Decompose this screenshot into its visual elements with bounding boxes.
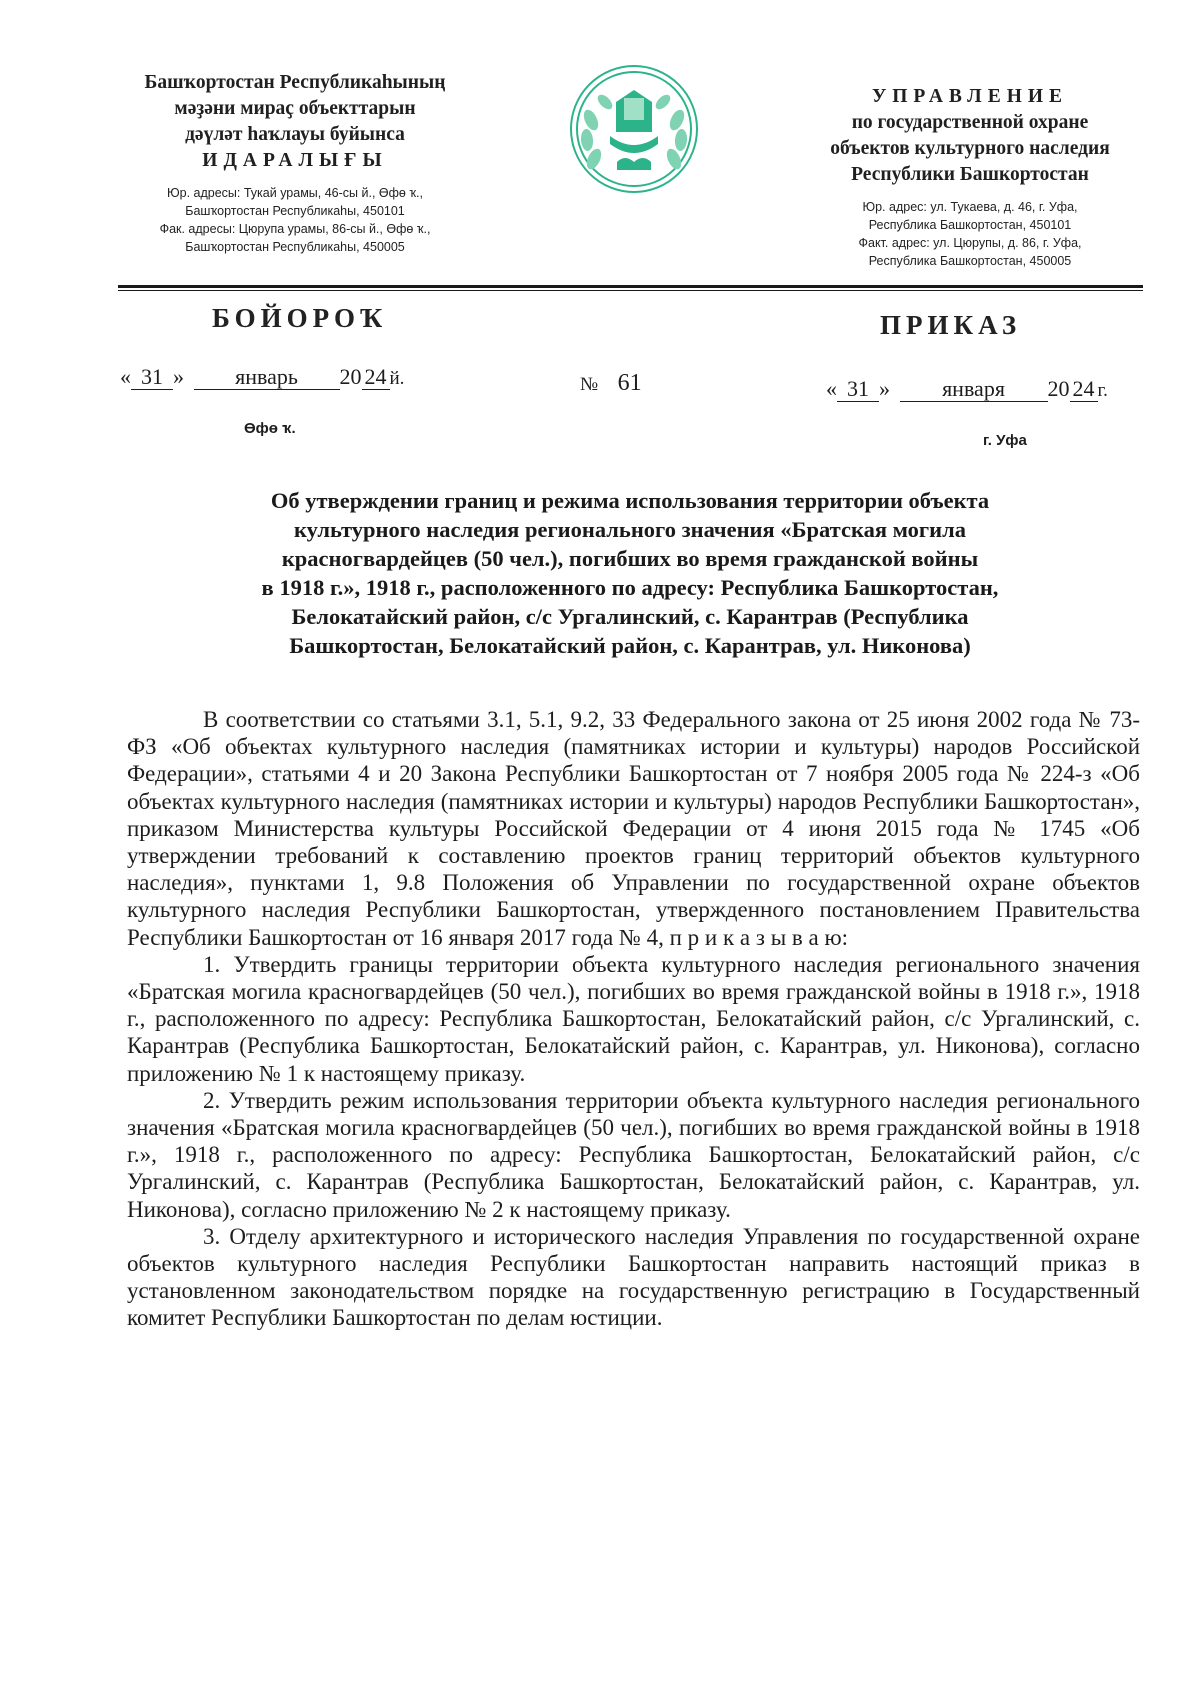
header-left-address-line-2: Башҡортостан Республикаһы, 450101 <box>185 204 405 218</box>
header-left-address-line-1: Юр. адресы: Тукай урамы, 46-сы й., Өфө ҡ., <box>167 186 423 200</box>
bashkortostan-emblem-icon <box>567 62 701 196</box>
header-right-address-line-3: Факт. адрес: ул. Цюрупы, д. 86, г. Уфа, <box>858 236 1082 250</box>
header-right-line-4: Республики Башкортостан <box>851 164 1089 185</box>
date-bashkir-year-suffix: 24 <box>362 365 390 390</box>
header-left-block <box>110 70 480 256</box>
date-russian-month: января <box>900 377 1048 402</box>
header-right-line-1: УПРАВЛЕНИЕ <box>871 86 1069 107</box>
header-left-line-3: дәүләт һаҡлауы буйынса <box>185 124 405 145</box>
order-number <box>580 370 642 397</box>
header-right-address-line-4: Республика Башкортостан, 450005 <box>868 254 1072 268</box>
title-line-2: культурного наследия регионального значения «Братская могила <box>294 517 966 542</box>
date-bashkir-day: 31 <box>131 365 173 390</box>
header-left-address-line-3: Фак. адресы: Цюрупа урамы, 86-сы й., Өфө ҡ., <box>159 222 431 236</box>
date-russian-close-quote: » <box>879 376 890 401</box>
title-line-6: Башкортостан, Белокатайский район, с. Карантрав, ул. Никонова) <box>289 633 971 658</box>
date-russian-day: 31 <box>837 377 879 402</box>
header-divider-thick <box>118 285 1143 288</box>
date-bashkir-open-quote: « <box>120 364 131 389</box>
order-item-3: 3. Отделу архитектурного и исторического наследия Управления по государственной охране объектов культурного наследия Республики Башкортостан направить настоящий приказ в установленном законодательством порядке на государственную регистрацию в Государственный комитет Республики Башкортостан по делам юстиции. <box>127 1223 1140 1331</box>
date-russian-year-suffix: 24 <box>1070 377 1098 402</box>
date-bashkir-close-quote: » <box>173 364 184 389</box>
date-russian-unit: г. <box>1097 380 1108 401</box>
header-left-line-1: Башҡортостан Республикаһының <box>144 72 446 93</box>
preamble-paragraph: В соответствии со статьями 3.1, 5.1, 9.2, 33 Федерального закона от 25 июня 2002 года № 73-ФЗ «Об объектах культурного наследия (памятниках истории и культуры) народов Российской Федерации», статьями 4 и 20 Закона Республики Башкортостан от 7 ноября 2005 года № 224-з «Об объектах культурного наследия (памятниках истории и культуры) народов Республики Башкортостан», приказом Министерства культуры Российской Федерации от 4 июня 2015 года № 1745 «Об утверждении требований к составлению проектов границ территорий объектов культурного наследия», пунктами 1, 9.8 Положения об Управлении по государственной охране объектов культурного наследия Республики Башкортостан, утвержденного постановлением Правительства Республики Башкортостан от 16 января 2017 года № 4, п р и к а з ы в а ю: <box>127 707 1140 950</box>
title-line-4: в 1918 г.», 1918 г., расположенного по адресу: Республика Башкортостан, <box>261 575 999 600</box>
date-russian-year-prefix: 20 <box>1047 376 1070 401</box>
date-russian <box>826 376 1108 402</box>
place-bashkir: Өфө ҡ. <box>244 420 296 437</box>
header-right-address-line-2: Республика Башкортостан, 450101 <box>868 218 1072 232</box>
date-bashkir-unit: й. <box>389 368 405 389</box>
order-item-2: 2. Утвердить режим использования территории объекта культурного наследия регионального значения «Братская могила красногвардейцев (50 чел.), погибших во время гражданской войны в 1918 г.», 1918 г., расположенного по адресу: Республика Башкортостан, Белокатайский район, с/с Ургалинский, с. Карантрав (Республика Башкортостан, Белокатайский район, с. Карантрав, ул. Никонова), согласно приложению № 2 к настоящему приказу. <box>127 1087 1140 1222</box>
order-number-value: 61 <box>617 370 642 396</box>
date-russian-open-quote: « <box>826 376 837 401</box>
header-right-line-2: по государственной охране <box>851 112 1089 133</box>
header-divider-thin <box>118 290 1143 291</box>
header-right-address <box>770 198 1170 270</box>
order-item-1: 1. Утвердить границы территории объекта культурного наследия регионального значения «Братская могила красногвардейцев (50 чел.), погибших во время гражданской войны в 1918 г.», 1918 г., расположенного по адресу: Республика Башкортостан, Белокатайский район, с/с Ургалинский, с. Карантрав (Республика Башкортостан, Белокатайский район, с. Карантрав, ул. Никонова), согласно приложению № 1 к настоящему приказу. <box>127 951 1140 1086</box>
header-right-address-line-1: Юр. адрес: ул. Тукаева, д. 46, г. Уфа, <box>862 200 1078 214</box>
doc-kind-bashkir: БОЙОРОҠ <box>212 303 388 333</box>
order-number-sign: № <box>580 374 599 395</box>
doc-kind-russian: ПРИКАЗ <box>880 310 1022 340</box>
title-line-5: Белокатайский район, с/с Ургалинский, с. Карантрав (Республика <box>291 604 969 629</box>
header-left-line-2: мәҙәни мираҫ объекттарын <box>174 98 416 119</box>
header-right-block <box>770 84 1170 270</box>
header-left-address-line-4: Башҡортостан Республикаһы, 450005 <box>185 240 405 254</box>
date-bashkir-year-prefix: 20 <box>339 364 362 389</box>
date-bashkir <box>120 364 404 390</box>
document-body <box>127 706 1140 1332</box>
document-title <box>150 486 1110 660</box>
title-line-3: красногвардейцев (50 чел.), погибших во время гражданской войны <box>281 546 979 571</box>
header-right-line-3: объектов культурного наследия <box>830 138 1110 159</box>
date-bashkir-month: январь <box>194 365 340 390</box>
place-russian: г. Уфа <box>983 432 1027 449</box>
title-line-1: Об утверждении границ и режима использования территории объекта <box>270 488 990 513</box>
header-left-line-4: ИДАРАЛЫҒЫ <box>202 150 388 171</box>
header-left-address <box>110 184 480 256</box>
